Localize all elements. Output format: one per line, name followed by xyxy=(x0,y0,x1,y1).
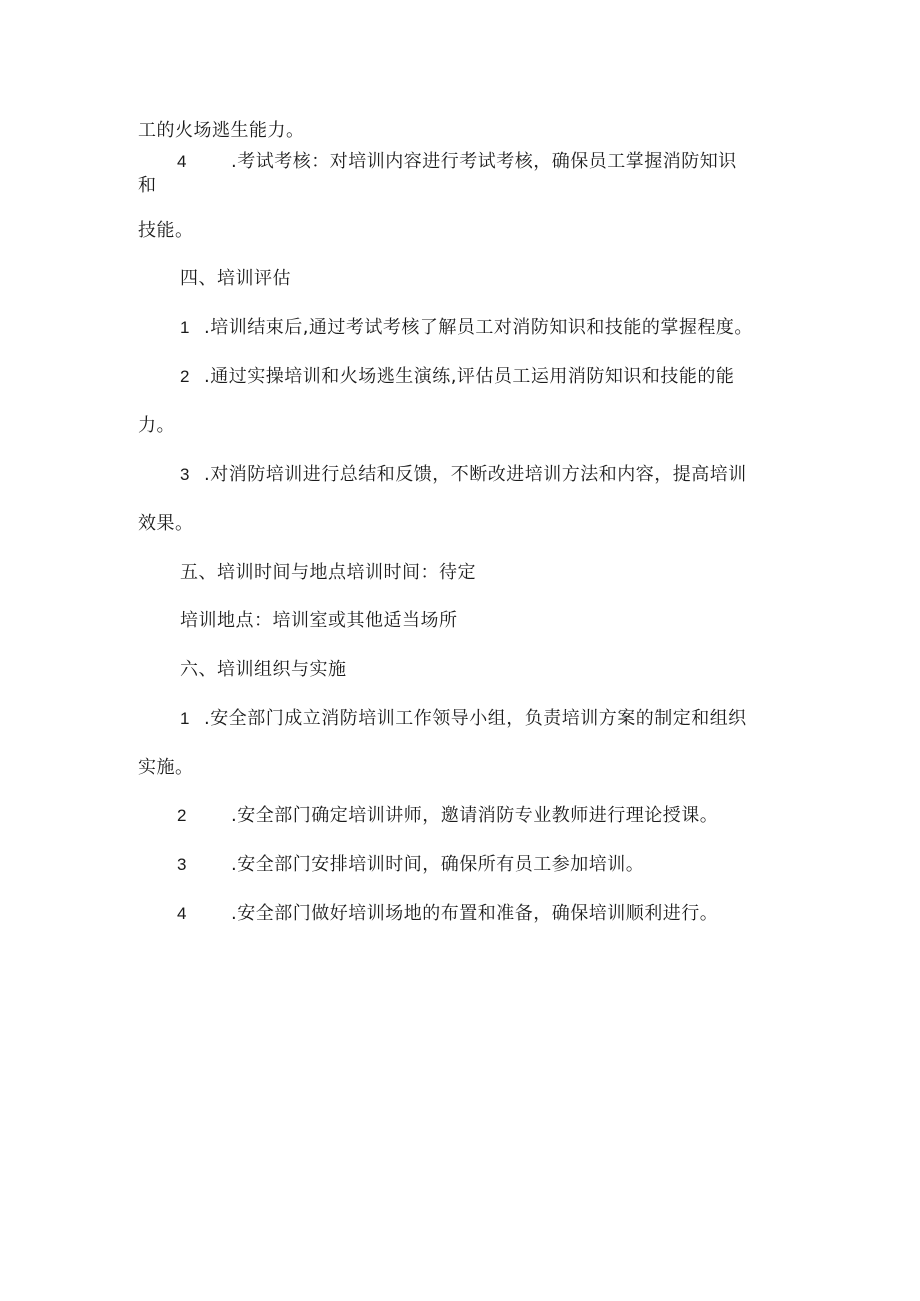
list-text: .安全部门做好培训场地的布置和准备，确保培训顺利进行。 xyxy=(230,903,719,924)
list-number: 4 xyxy=(177,904,187,923)
list-number: 3 xyxy=(180,465,190,484)
line-text: 力。 xyxy=(138,415,175,436)
section-heading-organization xyxy=(180,657,347,683)
heading-text: 六、培训组织与实施 xyxy=(180,659,347,680)
list-number: 2 xyxy=(180,367,190,386)
list-text: .通过实操培训和火场逃生演练,评估员工运用消防知识和技能的能 xyxy=(203,366,735,387)
list-text: .培训结束后,通过考试考核了解员工对消防知识和技能的掌握程度。 xyxy=(203,317,753,338)
line-text: 实施。 xyxy=(138,757,194,778)
line-text: 培训地点：培训室或其他适当场所 xyxy=(180,610,458,631)
paragraph-line xyxy=(138,173,157,199)
paragraph-line xyxy=(180,608,458,634)
section-heading-evaluation xyxy=(180,266,291,292)
list-item-org-1 xyxy=(180,706,747,732)
list-number: 3 xyxy=(177,855,187,874)
list-text: .安全部门确定培训讲师，邀请消防专业教师进行理论授课。 xyxy=(230,805,719,826)
list-number: 1 xyxy=(180,709,190,728)
paragraph-line xyxy=(138,413,175,439)
list-number: 1 xyxy=(180,318,190,337)
list-text: .安全部门成立消防培训工作领导小组，负责培训方案的制定和组织 xyxy=(203,708,747,729)
heading-text: 五、培训时间与地点培训时间：待定 xyxy=(180,562,476,583)
line-text: 效果。 xyxy=(138,513,194,534)
list-number: 2 xyxy=(177,806,187,825)
list-item-exam xyxy=(177,149,737,175)
list-item-org-2 xyxy=(177,803,718,829)
paragraph-line xyxy=(138,218,194,244)
list-item-eval-1 xyxy=(180,315,753,341)
list-item-org-4 xyxy=(177,901,718,927)
list-text: .考试考核：对培训内容进行考试考核，确保员工掌握消防知识 xyxy=(230,151,737,172)
paragraph-line xyxy=(138,755,194,781)
line-text: 技能。 xyxy=(138,220,194,241)
list-text: .安全部门安排培训时间，确保所有员工参加培训。 xyxy=(230,854,645,875)
heading-text: 四、培训评估 xyxy=(180,268,291,289)
list-item-org-3 xyxy=(177,852,644,878)
list-number: 4 xyxy=(177,152,187,171)
line-text: 和 xyxy=(138,175,157,196)
line-text: 工的火场逃生能力。 xyxy=(138,120,305,141)
paragraph-line xyxy=(138,511,194,537)
list-item-eval-2 xyxy=(180,364,734,390)
section-heading-time-place xyxy=(180,560,476,586)
list-text: .对消防培训进行总结和反馈，不断改进培训方法和内容，提高培训 xyxy=(203,464,747,485)
paragraph-line xyxy=(138,118,305,144)
list-item-eval-3 xyxy=(180,462,747,488)
